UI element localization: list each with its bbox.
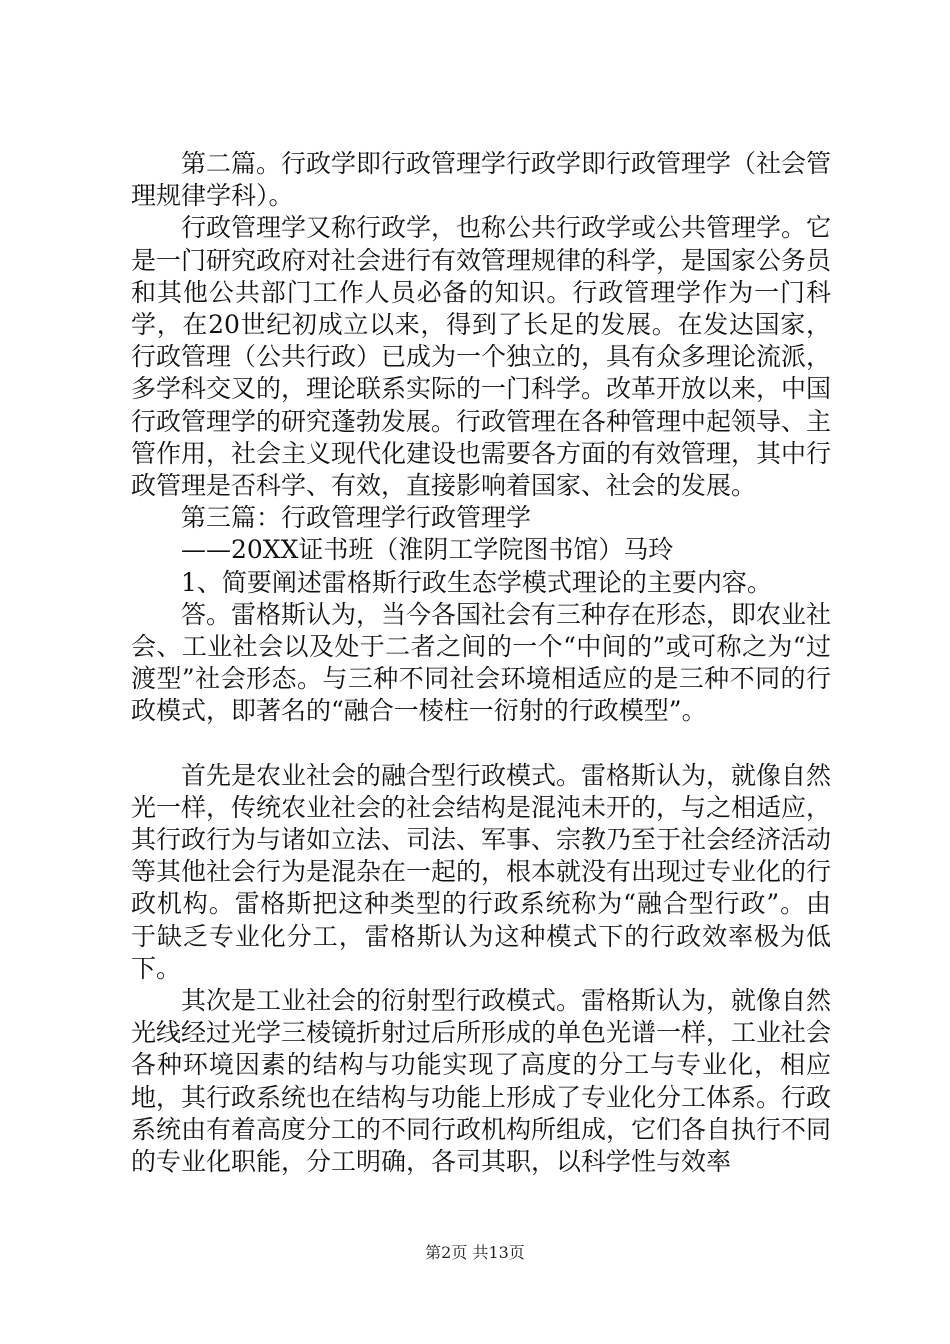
paragraph-diffracted-model: 其次是工业社会的衍射型行政模式。雷格斯认为，就像自然光线经过光学三棱镜折射过后所形成的单色光谱一样，工业社会各种环境因素的结构与功能实现了高度的分工与专业化，相应地，其行政系统也在结构与功能上形成了专业化分工体系。行政系统由有着高度分工的不同行政机构所组成，它们各自执行不同的专业化职能，分工明确，各司其职，以科学性与效率 bbox=[131, 986, 832, 1177]
page-number-footer: 第2页 共13页 bbox=[425, 1243, 525, 1262]
document-body bbox=[131, 148, 831, 1178]
paragraph-part-three-title: 第三篇：行政管理学行政管理学 bbox=[181, 503, 532, 533]
paragraph-definition: 行政管理学又称行政学，也称公共行政学或公共管理学。它是一门研究政府对社会进行有效管理规律的科学，是国家公务员和其他公共部门工作人员必备的知识。行政管理学作为一门科学，在20世纪初成立以来，得到了长足的发展。在发达国家，行政管理（公共行政）已成为一个独立的，具有众多理论流派，多学科交叉的，理论联系实际的一门科学。改革开放以来，中国行政管理学的研究蓬勃发展。行政管理在各种管理中起领导、主管作用，社会主义现代化建设也需要各方面的有效管理，其中行政管理是否科学、有效，直接影响着国家、社会的发展。 bbox=[131, 213, 832, 501]
paragraph-question-1: 1、简要阐述雷格斯行政生态学模式理论的主要内容。 bbox=[181, 567, 772, 597]
paragraph-part-two-title: 第二篇。行政学即行政管理学行政学即行政管理学（社会管理规律学科）。 bbox=[131, 149, 832, 211]
paragraph-author-line: ——20XX证书班（淮阴工学院图书馆）马玲 bbox=[181, 535, 674, 565]
paragraph-fused-model: 首先是农业社会的融合型行政模式。雷格斯认为，就像自然光一样，传统农业社会的社会结构是混沌未开的，与之相适应，其行政行为与诸如立法、司法、军事、宗教乃至于社会经济活动等其他社会行为是混杂在一起的，根本就没有出现过专业化的行政机构。雷格斯把这种类型的行政系统称为“融合型行政”。由于缺乏专业化分工，雷格斯认为这种模式下的行政效率极为低下。 bbox=[131, 760, 832, 983]
paragraph-answer: 答。雷格斯认为，当今各国社会有三种存在形态，即农业社会、工业社会以及处于二者之间的一个“中间的”或可称之为“过渡型”社会形态。与三种不同社会环境相适应的是三种不同的行政模式，即著名的“融合一棱柱一衍射的行政模型”。 bbox=[131, 599, 832, 726]
